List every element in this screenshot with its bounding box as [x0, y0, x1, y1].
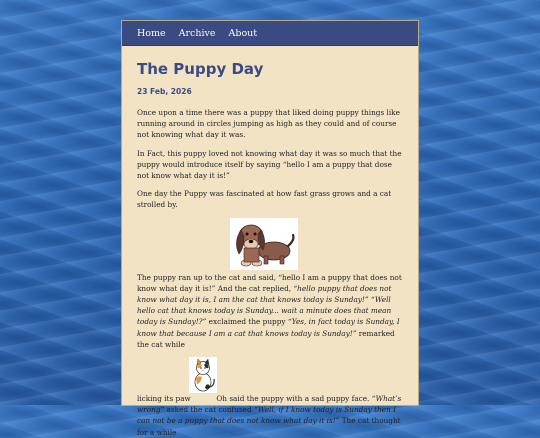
nav-about-link[interactable]: About — [228, 27, 258, 39]
p5-text-b: Oh said the puppy with a sad puppy face. — [216, 394, 372, 404]
dog-image — [230, 218, 298, 270]
page-title: The Puppy Day — [137, 60, 264, 78]
paragraph-2: In Fact, this puppy loved not knowing what day it was so much that the puppy would introduce itself by saying “hello I am a puppy that dose not know what day it is!” — [137, 148, 402, 181]
cat-image-wrap — [189, 357, 403, 393]
p5-text-c: “What’s wrong” — [137, 394, 402, 415]
content-panel — [122, 21, 418, 437]
post-date: 23 Feb, 2026 — [137, 87, 192, 96]
post-body — [122, 46, 418, 438]
p5-text-e: “Well, if I know today is Sunday then I can not be a puppy that does not know what day it is!” — [137, 405, 396, 426]
paragraph-4 — [137, 272, 403, 350]
p4-text-f: remarked the cat while — [137, 328, 395, 349]
p4-text-b: “hello I am a puppy that does not know what day it is!” And the cat replied, — [137, 272, 402, 293]
nav-home-link[interactable]: Home — [137, 27, 166, 39]
top-nav — [122, 21, 418, 46]
nav-archive-link[interactable]: Archive — [178, 27, 216, 39]
p4-text-a: The puppy ran up to the cat and said, — [137, 272, 279, 282]
p5-text-a: licking its paw — [137, 394, 191, 404]
dog-image-wrap — [137, 218, 403, 270]
paragraph-3: One day the Puppy was fascinated at how fast grass grows and a cat strolled by. — [137, 189, 392, 210]
paragraph-5 — [137, 393, 403, 438]
p5-text-d: asked the cat confused — [164, 405, 254, 415]
p5-text-f: The cat thought for a while — [137, 416, 401, 437]
p4-text-c: “hello puppy that does not know what day it is, I am the cat that knows today is Sunday!” “Well hello cat that knows today is Sunday... wait a minute does that mean today is Sunday!?” — [137, 283, 392, 327]
p4-text-e: “Yes, in fact today is Sunday, I know that because I am a cat that knows today is Sunday!” — [137, 317, 400, 338]
paragraph-1: Once upon a time there was a puppy that liked doing puppy things like running around in circles jumping as high as they could and of course not knowing what day it was. — [137, 108, 400, 140]
cat-image — [189, 357, 217, 393]
p4-text-d: exclaimed the puppy — [206, 317, 288, 327]
